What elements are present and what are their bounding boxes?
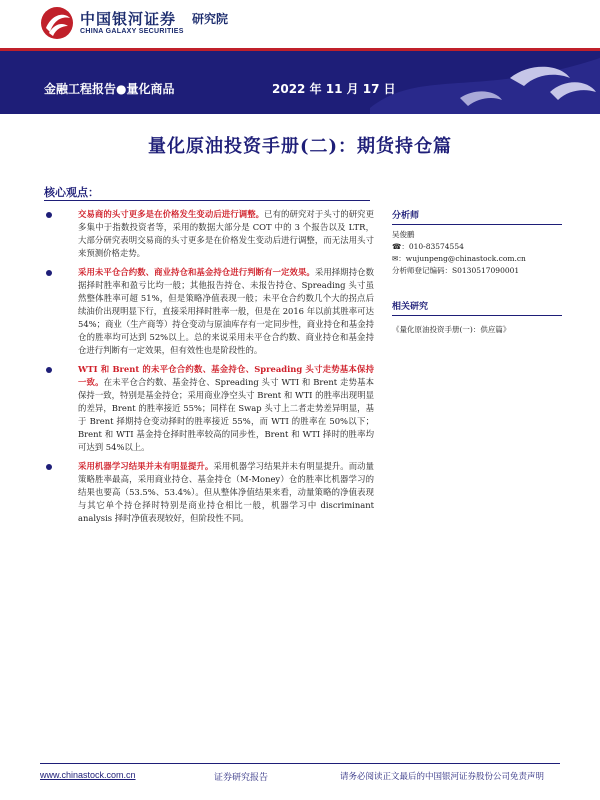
bullet-highlight: 交易商的头寸更多是在价格发生变动后进行调整。 [78,209,265,219]
list-item [44,266,374,357]
report-date: 2022 年 11 月 17 日 [272,82,396,96]
footer-divider [40,763,560,764]
analyst-phone: ☎：010-83574554 [392,242,464,251]
key-points-list [44,208,374,531]
bullet-text: 采用机器学习结果并未有明显提升。而动量策略胜率最高，采用商业持仓、基金持仓（M-Money）仓的胜率比机器学习的结果也要高（53.5%、53.4%）。但从整体净值结果来看，动量策略的净值表现与其它单个持仓择时特别是商业持仓相比一般，机器学习中 discriminant analysis 择时净值表现较好，但阶段性不同。 [78,461,375,523]
analyst-registration: 分析师登记编码：S0130517090001 [392,266,520,275]
institute-label: 研究院 [192,12,229,26]
report-title: 量化原油投资手册(二)：期货持仓篇 [147,136,453,157]
related-link[interactable]: 《量化原油投资手册(一)：供应篇》 [392,325,511,334]
list-item [44,460,374,525]
banner-wave-decoration [360,48,600,114]
footer-report-label: 证券研究报告 [214,773,269,783]
bullet-icon [46,212,52,218]
list-item [44,208,374,260]
website-link[interactable]: www.chinastock.com.cn [40,770,136,780]
report-category: 金融工程报告●量化商品 [44,82,175,96]
brand-name-cn: 中国银河证券 [80,10,177,28]
report-banner [0,48,600,114]
related-heading: 相关研究 [392,299,562,316]
analyst-heading: 分析师 [392,208,562,225]
core-divider [44,200,370,201]
bullet-icon [46,367,52,373]
bullet-icon [46,464,52,470]
bullet-highlight: 采用未平仓合约数、商业持仓和基金持仓进行判断有一定效果。 [78,267,315,277]
core-views-heading: 核心观点： [44,186,99,199]
bullet-text: 在未平仓合约数、基金持仓、Spreading 头寸 WTI 和 Brent 走势基本保持一致，特别是基金持仓；采用商业净空头寸 Brent 和 WTI 的胜率出现明显的差异，Brent 的胜率接近 55%；同样在 Swap 头寸上二者走势差异明显，基于 Brent 择期持仓变动择时的胜率接近 55%，而 WTI 的胜率在 50%以下；Brent 和 WTI 基金持仓择时胜率较高的同步性，Brent 和 WTI 择时的胜率均可达到 54%以上。 [78,377,374,452]
list-item [44,363,374,454]
sidebar [392,208,562,335]
bullet-highlight: 采用机器学习结果并未有明显提升。 [78,461,214,471]
related-research [392,299,562,335]
bullet-text: 采用择期持仓数据择时胜率和盈亏比均一般；其他报告持仓、未报告持仓、Spreading 头寸虽然整体胜率可超 51%，但是策略净值表现一般；未平仓合约数几个大的拐点后续油价出现明显下行，直接采用择时胜率一般，但是在 2016 年以前其胜率可达 54%；商业（生产商等）持仓变动与原油库存有一定同步性，商业持仓和基金持仓的胜率均可达到 52%以上。总的来说采用未平仓合约数、商业持仓和基金持仓进行判断有一定效果，但有效性也是阶段性的。 [78,267,375,355]
footer-disclaimer: 请务必阅读正文最后的中国银河证券股份公司免责声明 [340,772,545,782]
analyst-email[interactable]: ✉：wujunpeng@chinastock.com.cn [392,254,526,263]
bullet-highlight: WTI 和 Brent 的未平仓合约数、基金持仓、Spreading 头寸走势基本保持一致。 [78,364,374,387]
top-header [0,0,600,52]
brand-name-en: CHINA GALAXY SECURITIES [80,28,184,35]
bullet-icon [46,270,52,276]
bullet-text: 已有的研究对于头寸的研究更多集中于指数投资者等，采用的数据大部分是 COT 中的 3 个报告以及 LTR，大部分研究表明交易商的头寸更多是在价格发生变动后进行调整，而无法用头寸来预测价格走势。 [78,209,374,258]
galaxy-logo-icon [40,6,74,40]
analyst-name: 吴俊鹏 [392,230,415,239]
analyst-info [392,229,562,277]
